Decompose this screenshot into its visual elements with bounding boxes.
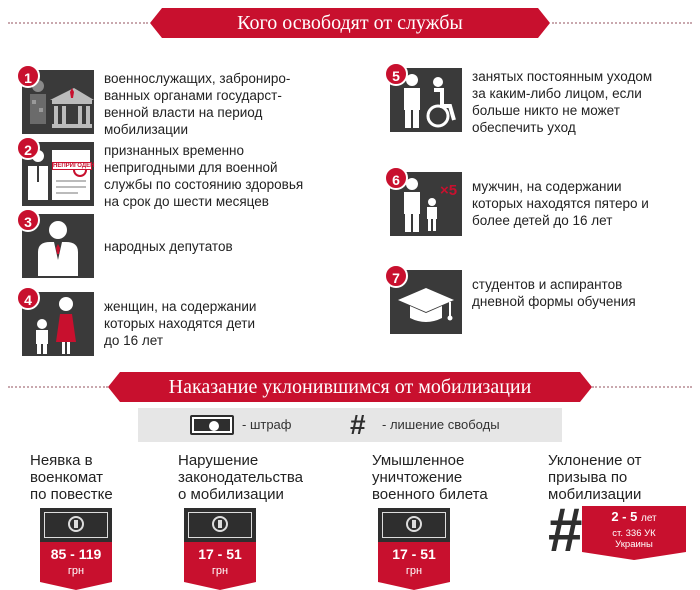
prison-bars-icon: # [548,496,583,565]
exemptions-title: Кого освободят от службы [162,8,538,38]
fine-amount: 17 - 51 [198,546,242,562]
fine-currency: грн [211,565,229,577]
exemptions-header [0,6,700,40]
prison-bars-icon: # [350,409,366,440]
penalty-title: Нарушение законодательства о мобилизации [178,452,303,503]
exemption-text: женщин, на содержании которых находятся дети до 16 лет [104,299,257,348]
exemption-text: занятых постоянным уходом за каким-либо лицом, если больше никто не может обеспечить уход [472,69,653,135]
penalty-title: Неявка в военкомат по повестке [30,452,113,503]
fine-amount-badge [184,542,256,582]
fine-amount-badge [378,542,450,582]
children-multiplier: ×5 [440,182,458,199]
penalty-item-1 [30,452,170,577]
header-divider [8,22,148,24]
penalty-title: Умышленное уничтожение военного билета [372,452,488,503]
banknote-icon [190,415,234,435]
item-number: 7 [384,264,408,288]
exemption-text: народных депутатов [104,239,233,254]
item-number: 3 [16,208,40,232]
header-divider [552,22,692,24]
item-number: 5 [384,62,408,86]
fine-amount: 85 - 119 [50,546,102,562]
banknote-icon [378,508,450,542]
stamp-label: НЕПРИГОДЕН [53,163,95,169]
exemption-text: признанных временно непригодными для военной службы по состоянию здоровья на срок до шести месяцев [104,143,304,209]
exemption-text: военнослужащих, заброниро- ванных органами государст- венной власти на период мобилизации [104,71,291,137]
fine-amount: 17 - 51 [392,546,436,562]
exemption-text: мужчин, на содержании которых находятся пятеро и более детей до 16 лет [472,179,649,228]
penalty-item-3 [372,452,532,577]
banknote-icon [40,508,112,542]
header-divider [8,386,108,388]
penalties-header [0,370,700,404]
penalty-item-2 [178,452,338,577]
fine-amount-badge [40,542,112,582]
prison-term-unit: лет [640,513,657,524]
item-number: 4 [16,286,40,310]
prison-term-badge [582,506,686,552]
penalties-title: Наказание уклонившимся от мобилизации [120,372,580,402]
item-number: 2 [16,136,40,160]
exemption-text: студентов и аспирантов дневной формы обучения [472,277,636,309]
fine-legend-label: - штраф [242,417,292,432]
fine-currency: грн [405,565,423,577]
prison-term: 2 - 5 [611,509,638,524]
banknote-icon [184,508,256,542]
header-divider [592,386,692,388]
fine-currency: грн [67,565,85,577]
item-number: 6 [384,166,408,190]
item-number: 1 [16,64,40,88]
penalty-legend [138,408,562,442]
prison-legend-label: - лишение свободы [382,417,500,432]
penalty-title: Уклонение от призыва по мобилизации [548,452,642,503]
law-reference: ст. 336 УК Украины [612,528,656,550]
